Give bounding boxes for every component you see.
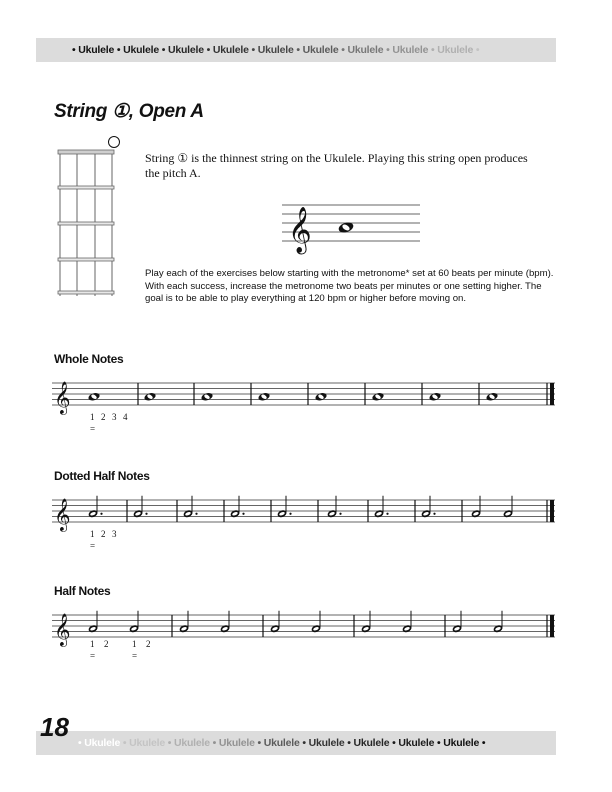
page-number: 18	[40, 712, 69, 742]
band-word: • Ukulele	[122, 737, 168, 749]
tie-symbol: =	[132, 651, 138, 661]
count-label: 3	[112, 412, 117, 422]
footer-band	[36, 731, 556, 755]
treble-clef-icon: 𝄞	[54, 613, 71, 646]
section-heading-whole-notes: Whole Notes	[54, 352, 124, 366]
page-title: String ①, Open A	[54, 101, 204, 122]
band-word: • Ukulele	[296, 44, 342, 56]
count-label: 2	[104, 639, 109, 649]
band-word: • Ukulele	[341, 44, 387, 56]
half-notes	[88, 611, 504, 634]
band-word: • Ukulele	[347, 737, 393, 749]
staff-half-notes	[52, 609, 558, 671]
band-word: •	[475, 44, 480, 56]
staff-whole-notes	[52, 377, 558, 439]
band-word: • Ukulele	[251, 44, 297, 56]
band-word: • Ukulele	[431, 44, 476, 56]
band-word: • Ukulele	[437, 737, 482, 749]
section-heading-half-notes: Half Notes	[54, 584, 111, 598]
count-label: 1	[90, 529, 95, 539]
band-word: • Ukulele	[78, 737, 123, 749]
treble-clef-icon: 𝄞	[288, 207, 312, 253]
band-word: • Ukulele	[257, 737, 303, 749]
band-word: • Ukulele	[302, 737, 348, 749]
band-word: • Ukulele	[161, 44, 207, 56]
count-label: 2	[101, 412, 106, 422]
staff-dotted-half-notes	[52, 494, 558, 556]
header-band	[36, 38, 556, 62]
band-word: • Ukulele	[392, 737, 437, 749]
dotted-half-notes	[88, 496, 514, 519]
band-word: • Ukulele	[386, 44, 431, 56]
tie-symbol: =	[90, 651, 96, 661]
band-word: • Ukulele	[167, 737, 213, 749]
count-label: 1	[90, 412, 95, 422]
band-word: • Ukulele	[72, 44, 117, 56]
count-label: 2	[101, 529, 106, 539]
band-word: • Ukulele	[212, 737, 258, 749]
count-label: 4	[123, 412, 128, 422]
count-label: 1	[132, 639, 137, 649]
tie-symbol: =	[90, 541, 96, 551]
treble-clef-icon: 𝄞	[54, 498, 71, 531]
band-word: •	[481, 737, 486, 749]
intro-text: String ① is the thinnest string on the Ukulele. Playing this string open produces the pitch A.	[145, 151, 528, 180]
band-word: • Ukulele	[206, 44, 252, 56]
instructions-text: Play each of the exercises below starting with the metronome* set at 60 beats per minute (bpm). With each success, increase the metronome two beats per minutes or one setting higher. The goal is to be able to play everything at 120 bpm or higher before moving on.	[145, 268, 554, 305]
example-staff	[282, 200, 422, 253]
count-label: 3	[112, 529, 117, 539]
band-word: • Ukulele	[116, 44, 162, 56]
whole-notes	[87, 392, 498, 402]
open-string-marker-icon	[109, 137, 120, 148]
count-label: 2	[146, 639, 151, 649]
count-label: 1	[90, 639, 95, 649]
fretboard-diagram	[52, 134, 122, 304]
section-heading-dotted-half-notes: Dotted Half Notes	[54, 469, 150, 483]
tie-symbol: =	[90, 424, 96, 434]
treble-clef-icon: 𝄞	[54, 381, 71, 414]
